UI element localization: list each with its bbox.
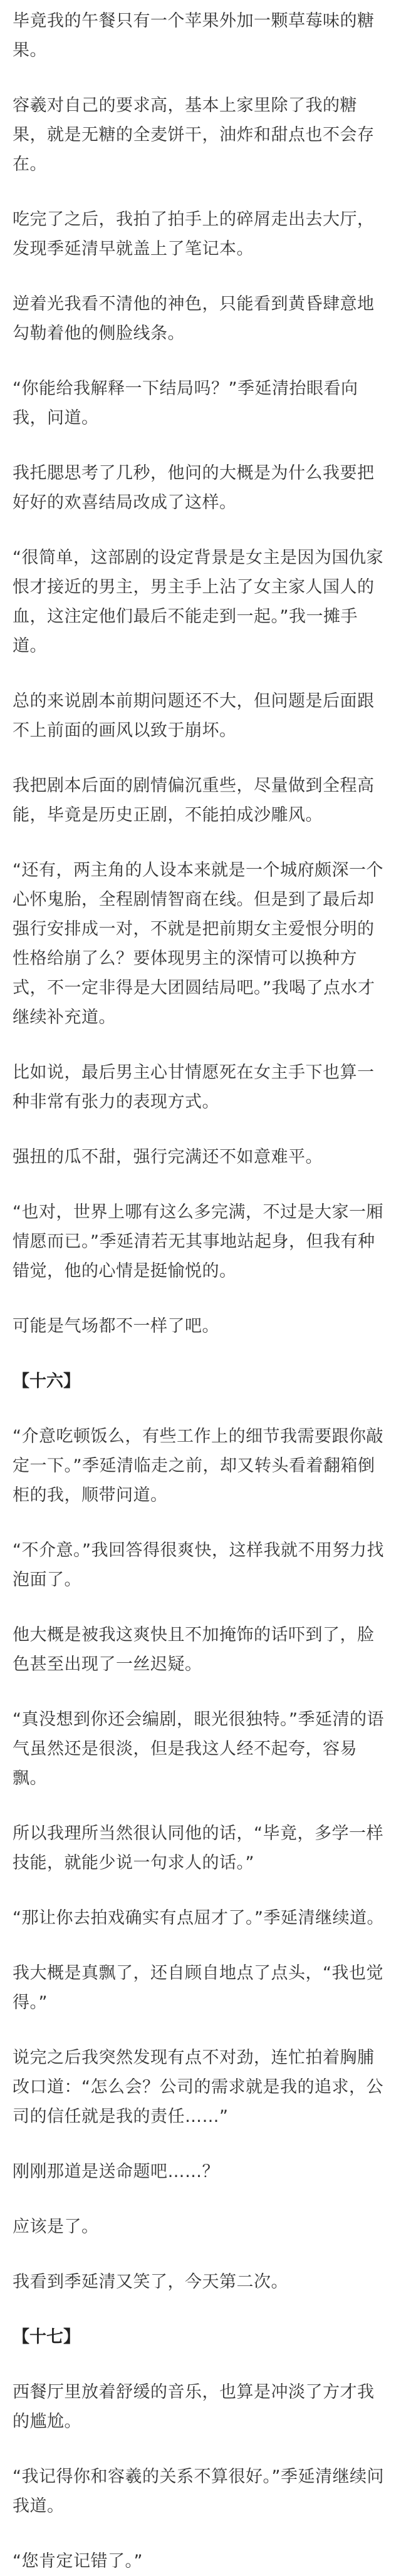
paragraph: “那让你去拍戏确实有点屈才了。”季延清继续道。 [13, 1908, 384, 1928]
paragraph-gap [13, 1117, 388, 1142]
paragraph: 我看到季延清又笑了，今天第二次。 [13, 2272, 288, 2292]
paragraph: 西餐厅里放着舒缓的音乐，也算是冲淡了方才我的尴尬。 [13, 2382, 375, 2431]
section-heading: 【十七】 [13, 2327, 80, 2347]
paragraph: “你能给我解释一下结局吗？”季延清抬眼看向我，问道。 [13, 379, 358, 428]
section-heading: 【十六】 [13, 1372, 80, 1391]
paragraph-gap [13, 1341, 388, 1367]
paragraph-gap [13, 2186, 388, 2212]
paragraph-gap [13, 745, 388, 771]
paragraph: “也对，世界上哪有这么多完满，不过是大家一厢情愿而已。”季延清若无其事地站起身，但我有种错觉，他的心情是挺愉悦的。 [13, 1203, 383, 1281]
paragraph: 逆着光我看不清他的神色，只能看到黄昏肆意地勾勒着他的侧脸线条。 [13, 294, 375, 343]
paragraph-gap [13, 2297, 388, 2322]
paragraph-gap [13, 1286, 388, 1311]
paragraph-gap [13, 2242, 388, 2267]
paragraph: 刚刚那道是送命题吧……？ [13, 2162, 219, 2181]
paragraph-gap [13, 433, 388, 458]
paragraph-gap [13, 2352, 388, 2377]
paragraph: 强扭的瓜不甜，强行完满还不如意难平。 [13, 1147, 323, 1167]
paragraph: “您肯定记错了。” [13, 2552, 143, 2571]
paragraph-gap [13, 2017, 388, 2043]
paragraph: “不介意。”我回答得很爽快，这样我就不用努力找泡面了。 [13, 1541, 384, 1590]
paragraph-gap [13, 1878, 388, 1903]
paragraph: 总的来说剧本前期问题还不大，但问题是后面跟不上前面的画风以致于崩坏。 [13, 691, 375, 740]
paragraph: 说完之后我突然发现有点不对劲，连忙拍着胸脯改口道：“怎么会？公司的需求就是我的追求，公司的信任就是我的责任……” [13, 2048, 383, 2126]
paragraph-gap [13, 2521, 388, 2547]
paragraph: 容羲对自己的要求高，基本上家里除了我的糖果，就是无糖的全麦饼干，油炸和甜点也不会存在。 [13, 96, 375, 174]
paragraph: “还有，两主角的人设本来就是一个城府颇深一个心怀鬼胎，全程剧情智商在线。但是到了最后却强行安排成一对，不就是把前期女主爱恨分明的性格给崩了么？要体现男主的深情可以换种方式，不一定非得是大团圆结局吧。”我喝了点水才继续补充道。 [13, 861, 383, 1027]
paragraph: “介意吃顿饭么，有些工作上的细节我需要跟你敲定一下。”季延清临走之前，却又转头看着翻箱倒柜的我，顺带问道。 [13, 1427, 383, 1505]
paragraph: 所以我理所当然很认同他的话，“毕竟，多学一样技能，就能少说一句求人的话。” [13, 1824, 383, 1873]
paragraph-gap [13, 517, 388, 543]
paragraph: 应该是了。 [13, 2217, 99, 2237]
paragraph: “我记得你和容羲的关系不算很好。”季延清继续问我道。 [13, 2467, 384, 2516]
paragraph: 比如说，最后男主心甘情愿死在女主手下也算一种非常有张力的表现方式。 [13, 1063, 375, 1112]
paragraph: 我把剧本后面的剧情偏沉重些，尽量做到全程高能，毕竟是历史正剧，不能拍成沙雕风。 [13, 776, 375, 825]
paragraph-gap [13, 2436, 388, 2462]
paragraph-gap [13, 661, 388, 686]
paragraph-gap [13, 264, 388, 289]
paragraph-gap [13, 179, 388, 205]
paragraph-gap [13, 65, 388, 91]
paragraph-gap [13, 1793, 388, 1819]
paragraph: “真没想到你还会编剧，眼光很独特。”季延清的语气虽然还是很淡，但是我这人经不起夸，容易飘。 [13, 1710, 384, 1788]
paragraph-gap [13, 1595, 388, 1620]
paragraph: 我托腮思考了几秒，他问的大概是为什么我要把好好的欢喜结局改成了这样。 [13, 463, 375, 512]
paragraph-gap [13, 830, 388, 856]
paragraph-gap [13, 1679, 388, 1705]
paragraph-gap [13, 1933, 388, 1958]
paragraph-gap [13, 2131, 388, 2157]
paragraph: 他大概是被我这爽快且不加掩饰的话吓到了，脸色甚至出现了一丝迟疑。 [13, 1625, 375, 1674]
paragraph: 毕竟我的午餐只有一个苹果外加一颗草莓味的糖果。 [13, 11, 375, 60]
paragraph: 可能是气场都不一样了吧。 [13, 1316, 219, 1336]
paragraph-gap [13, 1510, 388, 1536]
paragraph-gap [13, 1396, 388, 1422]
paragraph-gap [13, 1032, 388, 1058]
paragraph-gap [13, 1172, 388, 1197]
paragraph: 我大概是真飘了，还自顾自地点了点头，“我也觉得。” [13, 1963, 383, 2012]
paragraph-gap [13, 348, 388, 374]
paragraph: “很简单，这部剧的设定背景是女主是因为国仇家恨才接近的男主，男主手上沾了女主家人国人的血，这注定他们最后不能走到一起。”我一摊手道。 [13, 548, 383, 656]
paragraph: 吃完了之后，我拍了拍手上的碎屑走出去大厅，发现季延清早就盖上了笔记本。 [13, 210, 375, 259]
